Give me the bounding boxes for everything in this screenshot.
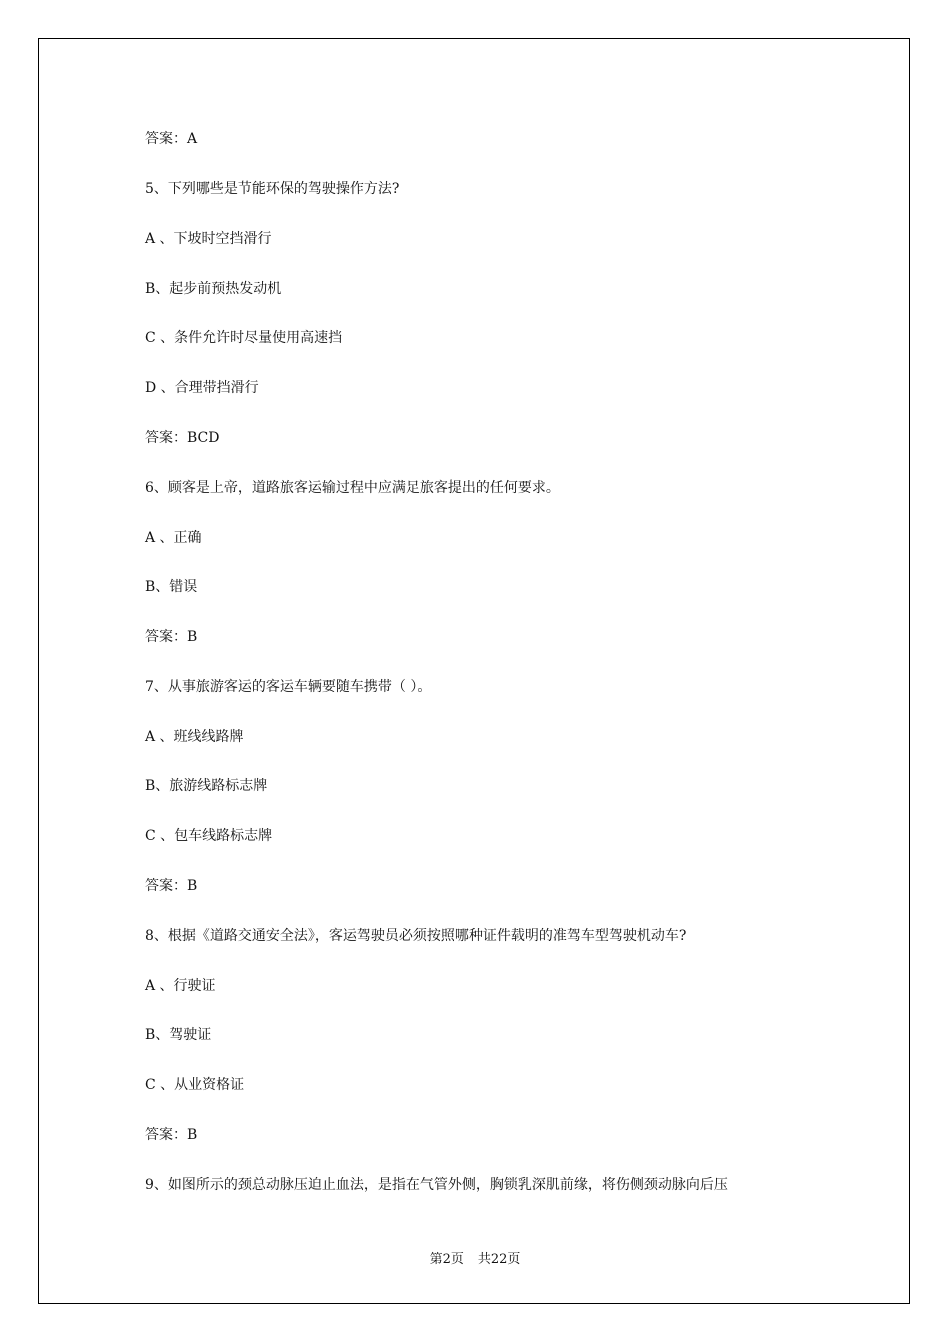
option-6b: B、错误 [145, 579, 198, 595]
option-8a: A 、行驶证 [145, 978, 216, 994]
answer-6: 答案：B [145, 629, 198, 645]
answer-7: 答案：B [145, 878, 198, 894]
answer-5: 答案：BCD [145, 430, 220, 446]
option-7c: C 、包车线路标志牌 [145, 828, 273, 844]
option-5b: B、起步前预热发动机 [145, 281, 282, 297]
option-5c: C 、条件允许时尽量使用高速挡 [145, 330, 343, 346]
option-7b: B、旅游线路标志牌 [145, 778, 268, 794]
question-8: 8、根据《道路交通安全法》，客运驾驶员必须按照哪种证件载明的准驾车型驾驶机动车? [145, 928, 687, 944]
answer-8: 答案：B [145, 1127, 198, 1143]
page-total: 共22页 [477, 1252, 521, 1267]
option-8c: C 、从业资格证 [145, 1077, 245, 1093]
question-9: 9、如图所示的颈总动脉压迫止血法，是指在气管外侧，胸锁乳深肌前缘，将伤侧颈动脉向后压 [145, 1177, 728, 1193]
page-number: 第2页 [429, 1252, 464, 1267]
option-6a: A 、正确 [145, 530, 202, 546]
option-7a: A 、班线线路牌 [145, 729, 244, 745]
option-5a: A 、下坡时空挡滑行 [145, 231, 272, 247]
page-border [38, 38, 910, 1304]
question-5: 5、下列哪些是节能环保的驾驶操作方法? [145, 181, 400, 197]
page-footer [0, 1248, 950, 1267]
answer-4: 答案：A [145, 131, 198, 147]
question-7: 7、从事旅游客运的客运车辆要随车携带（ ）。 [145, 679, 432, 695]
option-8b: B、驾驶证 [145, 1027, 212, 1043]
question-6: 6、顾客是上帝，道路旅客运输过程中应满足旅客提出的任何要求。 [145, 480, 560, 496]
option-5d: D 、合理带挡滑行 [145, 380, 259, 396]
